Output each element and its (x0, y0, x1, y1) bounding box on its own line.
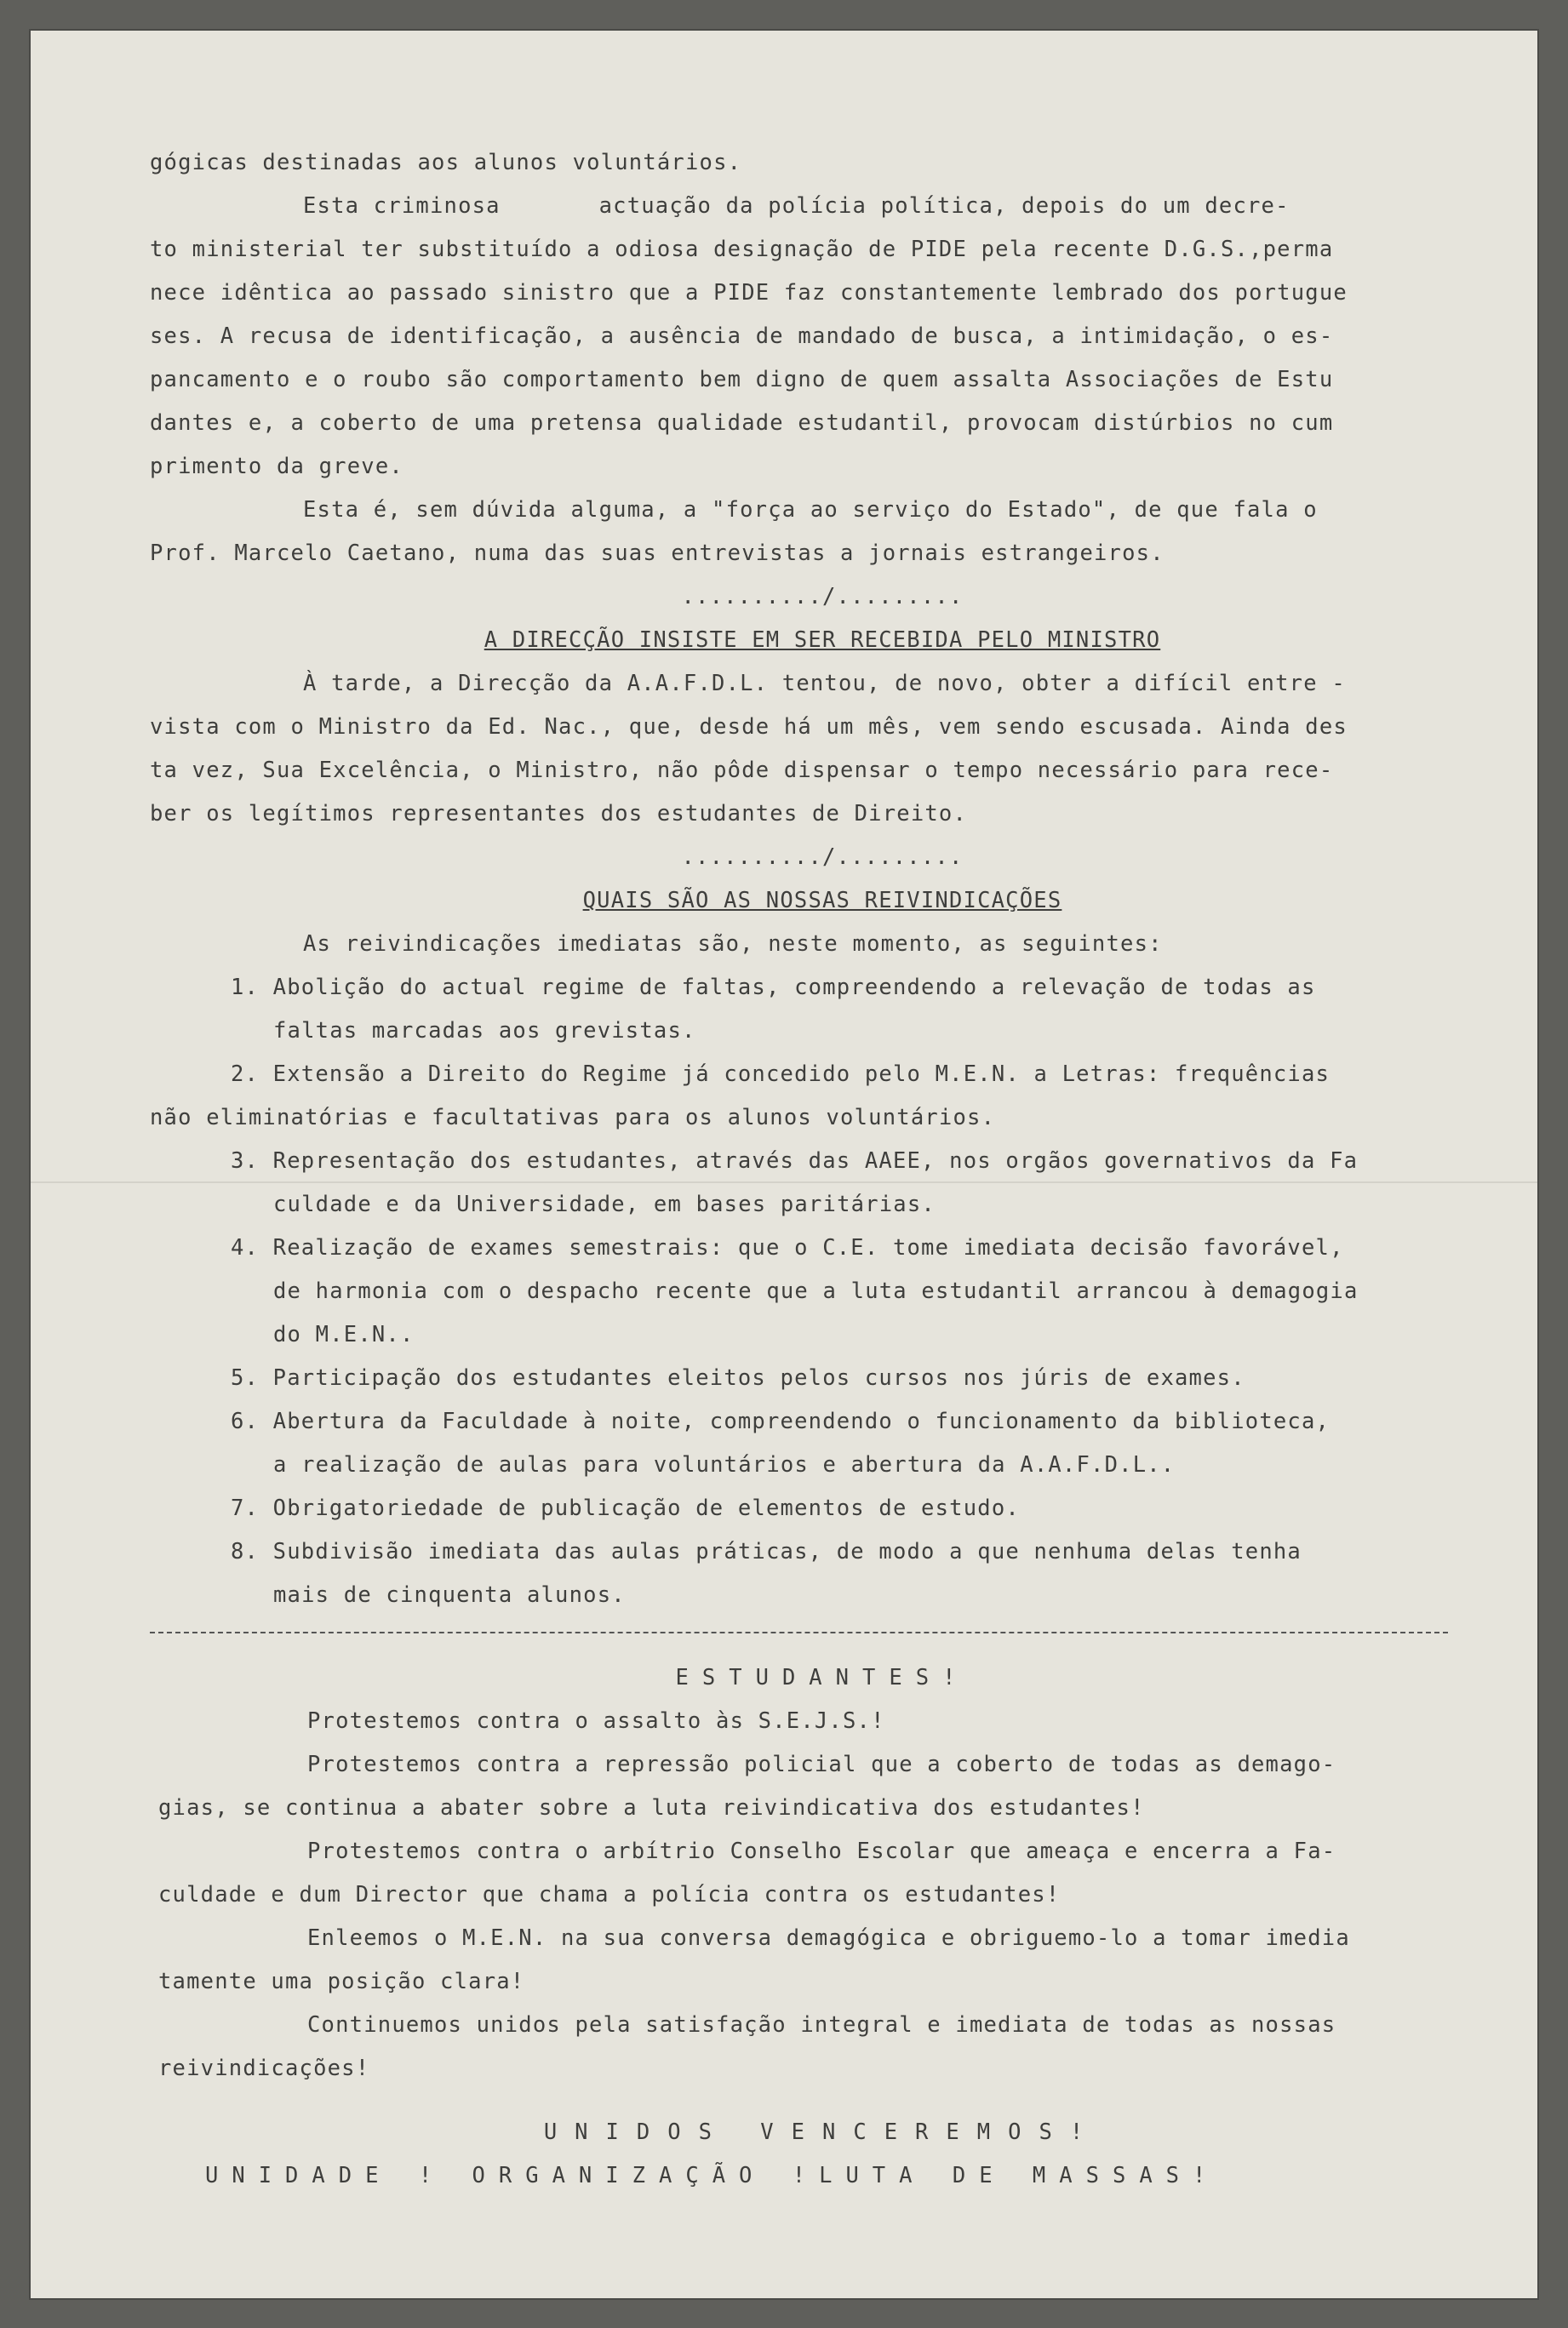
closing-title: ESTUDANTES! (675, 1665, 970, 1690)
section-heading: QUAIS SÃO AS NOSSAS REIVINDICAÇÕES (582, 888, 1062, 913)
body-line: ta vez, Sua Excelência, o Ministro, não pôde dispensar o tempo necessário para rece- (150, 758, 1334, 783)
demand-item: 2. Extensão a Direito do Regime já concedido pelo M.E.N. a Letras: frequências (231, 1061, 1331, 1087)
closing-line: Protestemos contra o assalto às S.E.J.S.! (307, 1708, 885, 1734)
body-line: À tarde, a Direcção da A.A.F.D.L. tentou, de novo, obter a difícil entre - (303, 671, 1346, 696)
separator: ........../......... (681, 844, 964, 870)
leaflet-body (150, 141, 1495, 1617)
demand-item: 6. Abertura da Faculdade à noite, compreendendo o funcionamento da biblioteca, (231, 1409, 1331, 1434)
demand-item-cont: do M.E.N.. (273, 1322, 415, 1347)
closing-line: reivindicações! (158, 2056, 370, 2081)
section-heading: A DIRECÇÃO INSISTE EM SER RECEBIDA PELO MINISTRO (484, 627, 1161, 653)
demand-item-cont: não eliminatórias e facultativas para os alunos voluntários. (150, 1105, 996, 1130)
demand-item: 3. Representação dos estudantes, através das AAEE, nos orgãos governativos da Fa (231, 1148, 1359, 1174)
demand-item-cont: a realização de aulas para voluntários e abertura da A.A.F.D.L.. (273, 1452, 1176, 1478)
body-line: ses. A recusa de identificação, a ausência de mandado de busca, a intimidação, o es- (150, 323, 1334, 349)
demand-item: 8. Subdivisão imediata das aulas práticas, de modo a que nenhuma delas tenha (231, 1539, 1302, 1564)
body-line: gógicas destinadas aos alunos voluntários. (150, 150, 742, 175)
body-line: primento da greve. (150, 454, 403, 479)
demand-item-cont: mais de cinquenta alunos. (273, 1582, 626, 1608)
body-line: vista com o Ministro da Ed. Nac., que, desde há um mês, vem sendo escusada. Ainda des (150, 714, 1348, 740)
closing-section (158, 1656, 1486, 2198)
body-line: pancamento e o roubo são comportamento bem digno de quem assalta Associações de Estu (150, 367, 1334, 392)
closing-line: culdade e dum Director que chama a polícia contra os estudantes! (158, 1882, 1061, 1908)
demand-item: 5. Participação dos estudantes eleitos pelos cursos nos júris de exames. (231, 1365, 1245, 1391)
demand-item: 7. Obrigatoriedade de publicação de elementos de estudo. (231, 1496, 1020, 1521)
body-line: Prof. Marcelo Caetano, numa das suas entrevistas a jornais estrangeiros. (150, 541, 1165, 566)
closing-line: tamente uma posição clara! (158, 1969, 525, 1994)
document-sheet (31, 31, 1537, 2298)
body-line: Esta criminosa actuação da polícia política, depois do um decre- (303, 193, 1290, 219)
demands-intro: As reivindicações imediatas são, neste momento, as seguintes: (303, 931, 1163, 957)
demand-item: 4. Realização de exames semestrais: que o C.E. tome imediata decisão favorável, (231, 1235, 1344, 1261)
body-line: dantes e, a coberto de uma pretensa qualidade estudantil, provocam distúrbios no cum (150, 410, 1334, 436)
demand-item-cont: faltas marcadas aos grevistas. (273, 1018, 696, 1044)
demand-item-cont: culdade e da Universidade, em bases paritárias. (273, 1192, 936, 1217)
closing-line: gias, se continua a abater sobre a luta reivindicativa dos estudantes! (158, 1795, 1145, 1821)
slogan: UNIDOS VENCEREMOS! (543, 2119, 1102, 2145)
closing-line: Continuemos unidos pela satisfação integral e imediata de todas as nossas (307, 2012, 1336, 2038)
closing-line: Protestemos contra a repressão policial que a coberto de todas as demago- (307, 1752, 1336, 1777)
body-line: ber os legítimos representantes dos estudantes de Direito. (150, 801, 968, 827)
body-line: nece idêntica ao passado sinistro que a PIDE faz constantemente lembrado dos portugue (150, 280, 1348, 306)
separator: ........../......... (681, 584, 964, 609)
closing-line: Enleemos o M.E.N. na sua conversa demagógica e obriguemo-lo a tomar imedia (307, 1925, 1350, 1951)
dashed-divider (150, 1632, 1448, 1633)
closing-line: Protestemos contra o arbítrio Conselho Escolar que ameaça e encerra a Fa- (307, 1839, 1336, 1864)
slogan: UNIDADE ! ORGANIZAÇÃO !LUTA DE MASSAS! (205, 2163, 1220, 2188)
body-line: Esta é, sem dúvida alguma, a "força ao serviço do Estado", de que fala o (303, 497, 1318, 523)
demand-item: 1. Abolição do actual regime de faltas, compreendendo a relevação de todas as (231, 975, 1316, 1000)
demand-item-cont: de harmonia com o despacho recente que a luta estudantil arrancou à demagogia (273, 1278, 1359, 1304)
body-line: to ministerial ter substituído a odiosa designação de PIDE pela recente D.G.S.,perma (150, 237, 1334, 262)
